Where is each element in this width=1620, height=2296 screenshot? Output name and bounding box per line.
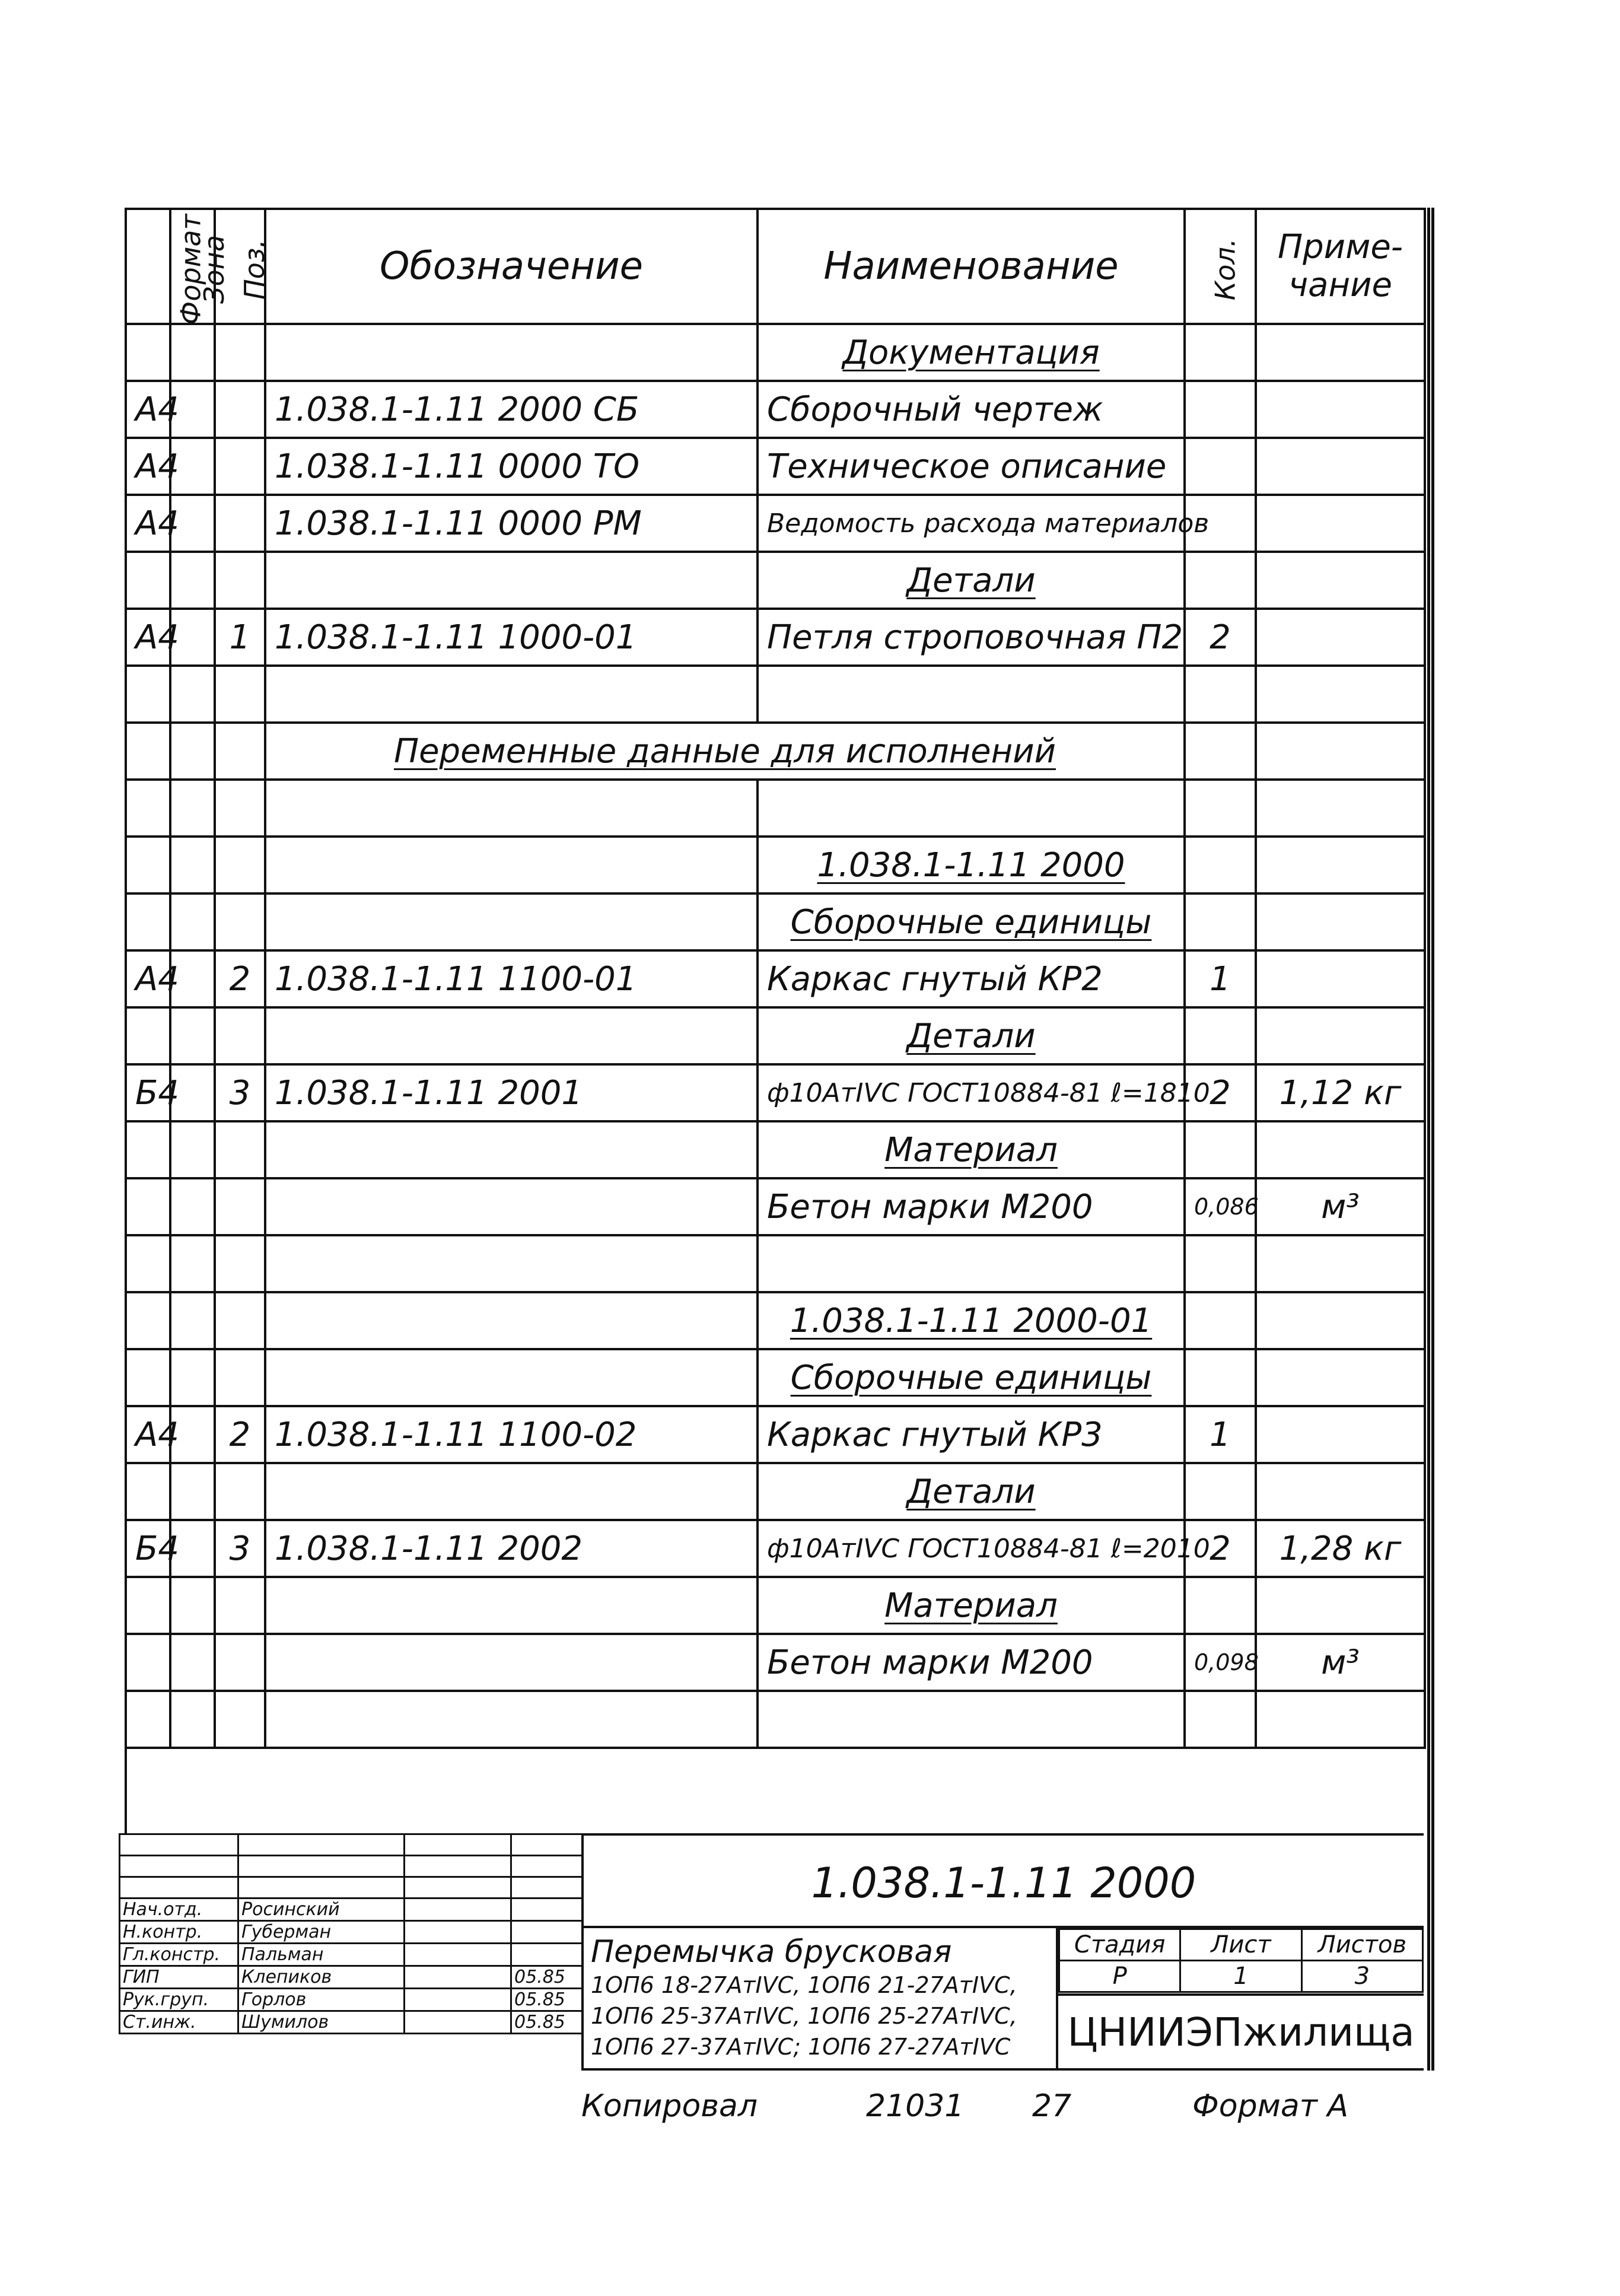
cell-position	[215, 1292, 265, 1349]
cell-name: Техническое описание	[758, 438, 1185, 495]
cell-designation	[265, 1463, 758, 1520]
cell-note: м³	[1256, 1634, 1425, 1691]
cell-note	[1256, 438, 1425, 495]
header-designation: Обозначение	[265, 209, 758, 324]
cell-designation: 1.038.1-1.11 2000 СБ	[265, 381, 758, 438]
empty-row	[126, 1235, 1425, 1292]
specification-body	[126, 324, 1425, 1748]
sig-signature	[405, 1966, 511, 1989]
sig-role: Гл.констр.	[120, 1944, 238, 1966]
cell-note	[1256, 1463, 1425, 1520]
cell-format	[126, 552, 170, 609]
cell-quantity: 2	[1185, 1064, 1256, 1121]
sheet-frame-border	[1427, 208, 1434, 2071]
signature-row	[120, 1856, 583, 1877]
section-heading-text: Документация	[842, 333, 1100, 372]
cell-designation	[265, 1007, 758, 1064]
header-name: Наименование	[758, 209, 1185, 324]
section-row	[126, 1292, 1425, 1349]
cell-quantity	[1185, 1235, 1256, 1292]
cell-designation	[265, 666, 758, 723]
cell-position: 2	[215, 1406, 265, 1463]
cell-format	[126, 666, 170, 723]
cell-position	[215, 1007, 265, 1064]
section-row	[126, 1121, 1425, 1178]
cell-note	[1256, 324, 1425, 381]
cell-designation	[265, 1349, 758, 1406]
table-row	[126, 438, 1425, 495]
sig-date: 05.85	[511, 1966, 583, 1989]
cell-zone	[170, 723, 215, 780]
cell-note	[1256, 1349, 1425, 1406]
header-row	[126, 209, 1425, 324]
cell-designation	[265, 780, 758, 837]
stage-sheet-table	[1056, 1928, 1424, 1993]
cell-designation: 1.038.1-1.11 2001	[265, 1064, 758, 1121]
cell-format: А4	[126, 381, 170, 438]
cell-format: А4	[126, 495, 170, 552]
section-heading	[758, 837, 1185, 893]
cell-position	[215, 552, 265, 609]
section-row	[126, 1463, 1425, 1520]
cell-format	[126, 1349, 170, 1406]
table-row	[126, 381, 1425, 438]
cell-note	[1256, 780, 1425, 837]
cell-zone	[170, 1463, 215, 1520]
cell-zone	[170, 1577, 215, 1634]
cell-note	[1256, 666, 1425, 723]
cell-note	[1256, 723, 1425, 780]
section-heading-text: 1.038.1-1.11 2000	[817, 845, 1125, 885]
cell-note: м³	[1256, 1178, 1425, 1235]
cell-zone	[170, 1349, 215, 1406]
cell-quantity: 2	[1185, 609, 1256, 666]
signature-row	[120, 1966, 583, 1989]
cell-designation: 1.038.1-1.11 0000 РМ	[265, 495, 758, 552]
cell-zone	[170, 780, 215, 837]
section-row	[126, 1349, 1425, 1406]
section-heading-text: Детали	[906, 1016, 1036, 1055]
signature-row	[120, 1989, 583, 2011]
sheet-label: Лист	[1180, 1929, 1301, 1961]
sig-role: ГИП	[120, 1966, 238, 1989]
title-line: 1ОП6 27-37АтIVC; 1ОП6 27-27АтIVC	[591, 2034, 1011, 2060]
cell-designation	[265, 552, 758, 609]
cell-zone	[170, 893, 215, 950]
cell-note	[1256, 495, 1425, 552]
sig-date	[511, 1944, 583, 1966]
document-title	[581, 1928, 1056, 2071]
section-heading	[758, 1292, 1185, 1349]
cell-zone	[170, 1121, 215, 1178]
sig-name: Шумилов	[238, 2011, 405, 2034]
cell-designation	[265, 893, 758, 950]
section-heading	[758, 1121, 1185, 1178]
cell-position: 2	[215, 950, 265, 1007]
cell-note	[1256, 1007, 1425, 1064]
table-row	[126, 950, 1425, 1007]
sig-name: Горлов	[238, 1989, 405, 2011]
cell-format: А4	[126, 438, 170, 495]
section-heading	[758, 324, 1185, 381]
cell-note	[1256, 1121, 1425, 1178]
cell-zone	[170, 1007, 215, 1064]
cell-quantity	[1185, 1463, 1256, 1520]
cell-name: ф10АтIVC ГОСТ10884-81 ℓ=1810	[758, 1064, 1185, 1121]
cell-quantity	[1185, 1349, 1256, 1406]
sig-signature	[405, 1944, 511, 1966]
title-main: Перемычка брусковая	[591, 1934, 952, 1970]
cell-note	[1256, 381, 1425, 438]
cell-quantity	[1185, 438, 1256, 495]
sig-name: Росинский	[238, 1899, 405, 1921]
sig-name: Пальман	[238, 1944, 405, 1966]
cell-format	[126, 1121, 170, 1178]
stage-label: Стадия	[1059, 1929, 1180, 1961]
header-zone: Зона	[170, 209, 215, 324]
cell-quantity	[1185, 1007, 1256, 1064]
cell-format: Б4	[126, 1064, 170, 1121]
cell-designation	[265, 1178, 758, 1235]
cell-designation: 1.038.1-1.11 0000 ТО	[265, 438, 758, 495]
cell-position	[215, 324, 265, 381]
sig-signature	[405, 1899, 511, 1921]
cell-note	[1256, 950, 1425, 1007]
sig-date	[511, 1921, 583, 1944]
cell-note	[1256, 837, 1425, 893]
cell-position: 3	[215, 1520, 265, 1577]
cell-format	[126, 893, 170, 950]
table-row	[126, 1178, 1425, 1235]
cell-position: 1	[215, 609, 265, 666]
cell-quantity: 0,086	[1185, 1178, 1256, 1235]
sig-date: 05.85	[511, 1989, 583, 2011]
signature-row	[120, 1834, 583, 1856]
footer	[581, 2088, 1424, 2136]
cell-position: 3	[215, 1064, 265, 1121]
cell-name: Бетон марки М200	[758, 1634, 1185, 1691]
sig-signature	[405, 2011, 511, 2034]
cell-quantity: 2	[1185, 1520, 1256, 1577]
section-row	[126, 893, 1425, 950]
cell-zone	[170, 552, 215, 609]
cell-name: Каркас гнутый КР3	[758, 1406, 1185, 1463]
section-row	[126, 324, 1425, 381]
table-row	[126, 1064, 1425, 1121]
cell-format	[126, 1463, 170, 1520]
cell-designation: 1.038.1-1.11 1100-02	[265, 1406, 758, 1463]
cell-format	[126, 1007, 170, 1064]
cell-format	[126, 1235, 170, 1292]
section-row	[126, 1007, 1425, 1064]
cell-quantity	[1185, 780, 1256, 837]
table-row	[126, 495, 1425, 552]
sig-role: Рук.груп.	[120, 1989, 238, 2011]
organization-name: ЦНИИЭПжилища	[1056, 1993, 1424, 2071]
table-row	[126, 609, 1425, 666]
signature-table	[119, 1833, 581, 2071]
cell-format: А4	[126, 609, 170, 666]
section-heading	[758, 1463, 1185, 1520]
cell-zone	[170, 324, 215, 381]
cell-note	[1256, 1292, 1425, 1349]
cell-designation: 1.038.1-1.11 2002	[265, 1520, 758, 1577]
cell-format	[126, 1178, 170, 1235]
section-row	[126, 1577, 1425, 1634]
cell-position	[215, 1577, 265, 1634]
cell-zone	[170, 1235, 215, 1292]
header-note: Приме-чание	[1256, 209, 1425, 324]
cell-position	[215, 438, 265, 495]
footer-format: Формат А	[1192, 2088, 1349, 2124]
section-row	[126, 552, 1425, 609]
cell-note	[1256, 1406, 1425, 1463]
cell-position	[215, 780, 265, 837]
footer-copied: Копировал	[581, 2088, 758, 2124]
section-heading-text: Материал	[884, 1586, 1058, 1625]
sheet-value: 1	[1180, 1961, 1301, 1992]
section-heading	[758, 1577, 1185, 1634]
cell-designation: 1.038.1-1.11 1000-01	[265, 609, 758, 666]
cell-position	[215, 381, 265, 438]
cell-designation	[265, 1292, 758, 1349]
signature-row	[120, 1877, 583, 1899]
sig-date: 05.85	[511, 2011, 583, 2034]
blank-area	[125, 1655, 1426, 1833]
cell-position	[215, 1178, 265, 1235]
cell-format	[126, 324, 170, 381]
cell-quantity	[1185, 1292, 1256, 1349]
sig-role: Ст.инж.	[120, 2011, 238, 2034]
section-heading-text: Сборочные единицы	[790, 902, 1152, 942]
section-heading	[758, 552, 1185, 609]
cell-quantity	[1185, 1577, 1256, 1634]
cell-note	[1256, 552, 1425, 609]
cell-note: 1,12 кг	[1256, 1064, 1425, 1121]
cell-position	[215, 1349, 265, 1406]
section-heading-text: 1.038.1-1.11 2000-01	[790, 1301, 1153, 1340]
section-heading-text: Детали	[906, 1472, 1036, 1511]
cell-quantity	[1185, 666, 1256, 723]
cell-note	[1256, 1577, 1425, 1634]
cell-name: Каркас гнутый КР2	[758, 950, 1185, 1007]
section-heading	[758, 893, 1185, 950]
cell-quantity	[1185, 893, 1256, 950]
cell-designation	[265, 1235, 758, 1292]
cell-quantity	[1185, 723, 1256, 780]
section-heading-text: Материал	[884, 1130, 1058, 1169]
cell-zone	[170, 666, 215, 723]
cell-position	[215, 1463, 265, 1520]
signature-row	[120, 1921, 583, 1944]
cell-name: Сборочный чертеж	[758, 381, 1185, 438]
cell-position	[215, 837, 265, 893]
cell-format	[126, 723, 170, 780]
cell-format: Б4	[126, 1520, 170, 1577]
header-position: Поз.	[215, 209, 265, 324]
sig-name: Губерман	[238, 1921, 405, 1944]
cell-format	[126, 780, 170, 837]
header-format: Формат	[126, 209, 170, 324]
variable-data-heading-text: Переменные данные для исполнений	[393, 732, 1056, 771]
section-row	[126, 837, 1425, 893]
cell-format: А4	[126, 1406, 170, 1463]
cell-name	[758, 666, 1185, 723]
signature-row	[120, 2011, 583, 2034]
cell-position	[215, 666, 265, 723]
stage-value: Р	[1059, 1961, 1180, 1992]
cell-zone	[170, 837, 215, 893]
signature-body	[120, 1899, 583, 2034]
document-code: 1.038.1-1.11 2000	[581, 1833, 1424, 1928]
cell-designation	[265, 837, 758, 893]
cell-quantity	[1185, 837, 1256, 893]
cell-designation	[265, 1121, 758, 1178]
cell-zone	[170, 1178, 215, 1235]
table-row	[126, 1520, 1425, 1577]
cell-quantity: 1	[1185, 950, 1256, 1007]
footer-number: 21031	[866, 2088, 965, 2124]
cell-zone	[170, 1292, 215, 1349]
title-line: 1ОП6 18-27АтIVC, 1ОП6 21-27АтIVC,	[591, 1972, 1017, 1998]
cell-format	[126, 1577, 170, 1634]
cell-position	[215, 893, 265, 950]
signature-row	[120, 1899, 583, 1921]
cell-quantity	[1185, 552, 1256, 609]
cell-position	[215, 1235, 265, 1292]
sig-role: Н.контр.	[120, 1921, 238, 1944]
section-heading-text: Сборочные единицы	[790, 1358, 1152, 1397]
empty-row	[126, 780, 1425, 837]
sig-signature	[405, 1989, 511, 2011]
cell-format: А4	[126, 950, 170, 1007]
cell-position	[215, 495, 265, 552]
cell-designation: 1.038.1-1.11 1100-01	[265, 950, 758, 1007]
variable-data-row	[126, 723, 1425, 780]
sig-signature	[405, 1921, 511, 1944]
cell-quantity	[1185, 1121, 1256, 1178]
cell-designation	[265, 324, 758, 381]
cell-format	[126, 1292, 170, 1349]
cell-note	[1256, 893, 1425, 950]
cell-name: ф10АтIVC ГОСТ10884-81 ℓ=2010	[758, 1520, 1185, 1577]
variable-data-heading	[265, 723, 1185, 780]
signature-row	[120, 1944, 583, 1966]
cell-designation	[265, 1577, 758, 1634]
cell-name: Ведомость расхода материалов	[758, 495, 1185, 552]
footer-page: 27	[1032, 2088, 1072, 2124]
sheets-value: 3	[1301, 1961, 1422, 1992]
section-heading-text: Детали	[906, 561, 1036, 600]
cell-quantity	[1185, 324, 1256, 381]
header-quantity: Кол.	[1185, 209, 1256, 324]
cell-name: Петля строповочная П2	[758, 609, 1185, 666]
cell-position	[215, 1121, 265, 1178]
cell-quantity	[1185, 381, 1256, 438]
sig-date	[511, 1899, 583, 1921]
cell-quantity: 1	[1185, 1406, 1256, 1463]
sheets-label: Листов	[1301, 1929, 1422, 1961]
cell-note: 1,28 кг	[1256, 1520, 1425, 1577]
table-row	[126, 1406, 1425, 1463]
section-heading	[758, 1349, 1185, 1406]
sig-role: Нач.отд.	[120, 1899, 238, 1921]
empty-row	[126, 666, 1425, 723]
cell-format	[126, 837, 170, 893]
cell-note	[1256, 609, 1425, 666]
sig-name: Клепиков	[238, 1966, 405, 1989]
specification-table	[125, 208, 1426, 1749]
cell-name	[758, 780, 1185, 837]
cell-name	[758, 1235, 1185, 1292]
cell-quantity: 0,098	[1185, 1634, 1256, 1691]
section-heading	[758, 1007, 1185, 1064]
cell-note	[1256, 1235, 1425, 1292]
title-block	[119, 1833, 1424, 2071]
cell-name: Бетон марки М200	[758, 1178, 1185, 1235]
title-line: 1ОП6 25-37АтIVC, 1ОП6 25-27АтIVC,	[591, 2003, 1017, 2029]
cell-position	[215, 723, 265, 780]
